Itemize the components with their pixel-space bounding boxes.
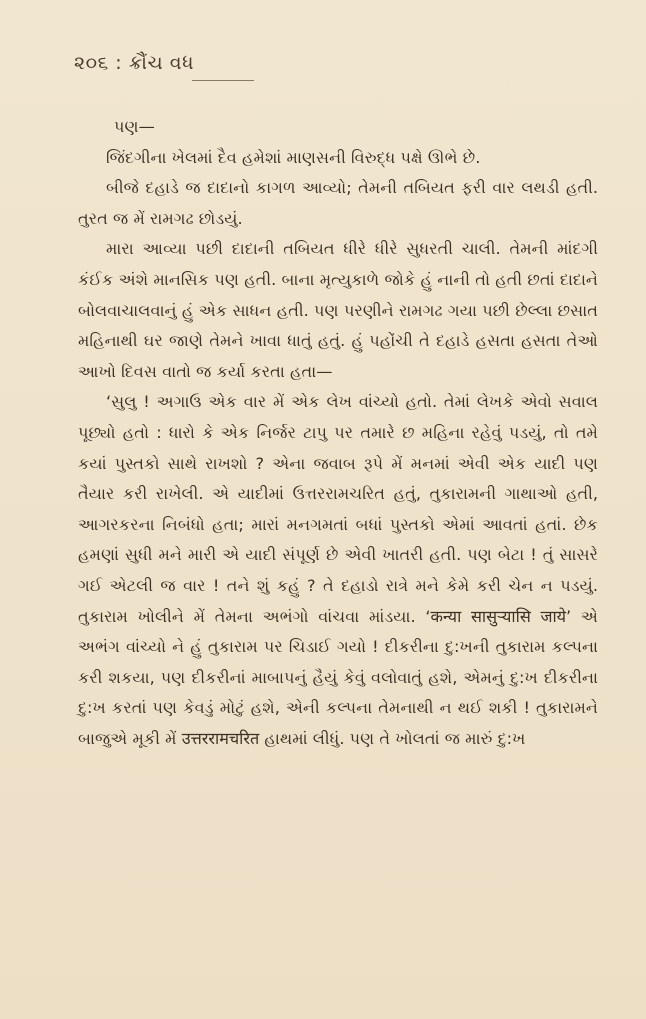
running-header [74,52,194,74]
paragraph-3: મારા આવ્યા પછી દાદાની તબિયત ધીરે ધીરે સુધરતી ચાલી. તેમની માંદગી કંઈક અંશે માનસિક પણ હતી. બાના મૃત્યુકાળે જોકે હું નાની તો હતી છતાં દાદાને બોલવાચાલવાનું હું એક સાધન હતી. પણ પરણીને રામગઢ ગયા પછી છેલ્લા છસાત મહિનાથી ઘર જાણે તેમને ખાવા ધાતું હતું. હું પહોંચી તે દહાડે હસતા હસતા તેઓ આખો દિવસ વાતો જ કર્યા કરતા હતા— [78,239,598,381]
header-ornament-rule [192,80,254,81]
book-title: ક્રૌંચ વધ [128,52,195,74]
body-text [78,112,598,754]
paragraph-1: જિંદગીના ખેલમાં દૈવ હમેશાં માણસની વિરુદ્ધ પક્ષે ઊભે છે. [106,147,481,167]
paragraph-label: પણ— [114,117,155,136]
header-separator: : [115,52,123,74]
paragraph-2: બીજે દહાડે જ દાદાનો કાગળ આવ્યો; તેમની તબિયત ફરી વાર લથડી હતી. તુરત જ મેં રામગઢ છોડયું. [78,178,598,228]
paragraph-4: ‘સુલુ ! અગાઉ એક વાર મેં એક લેખ વાંચ્યો હતો. તેમાં લેખકે એવો સવાલ પૂછ્યો હતો : ધારો કે એક નિર્જર ટાપુ પર તમારે છ મહિના રહેવું પડયું, તો તમે કયાં પુસ્તકો સાથે રાખશો ? એના જવાબ રૂપે મેં મનમાં એવી એક યાદી પણ તૈયાર કરી રાખેલી. એ યાદીમાં ઉત્તરરામચરિત હતું, તુકારામની ગાથાઓ હતી, આગરકરના નિબંધો હતા; મારાં મનગમતાં બધાં પુસ્તકો એમાં આવતાં હતાં. છેક હમણાં સુધી મને મારી એ યાદી સંપૂર્ણ છે એવી ખાતરી હતી. પણ બેટા ! તું સાસરે ગઈ એટલી જ વાર ! તને શું કહું ? તે દહાડો રાત્રે મને કેમે કરી ચેન ન પડયું. તુકારામ ખોલીને મેં તેમના અભંગો વાંચવા માંડયા. ‘कन्या सासुर्‍यासि जाये’ એ અભંગ વાંચ્યો ને હું તુકારામ પર ચિડાઈ ગયો ! દીકરીના દુ:ખની તુકારામ કલ્પના કરી શકયા, પણ દીકરીનાં માબાપનું હૈયું કેવું વલોવાતું હશે, એમનું દુ:ખ દીકરીના દુ:ખ કરતાં પણ કેવડું મોટું હશે, એની કલ્પના તેમનાથી ન થઈ શકી ! તુકારામને બાજુએ મૂકી મેં उत्तररामचरित હાથમાં લીધું. પણ તે ખોલતાં જ મારું દુ:ખ [78,392,598,748]
page-number: ૨૦૬ [74,52,109,74]
